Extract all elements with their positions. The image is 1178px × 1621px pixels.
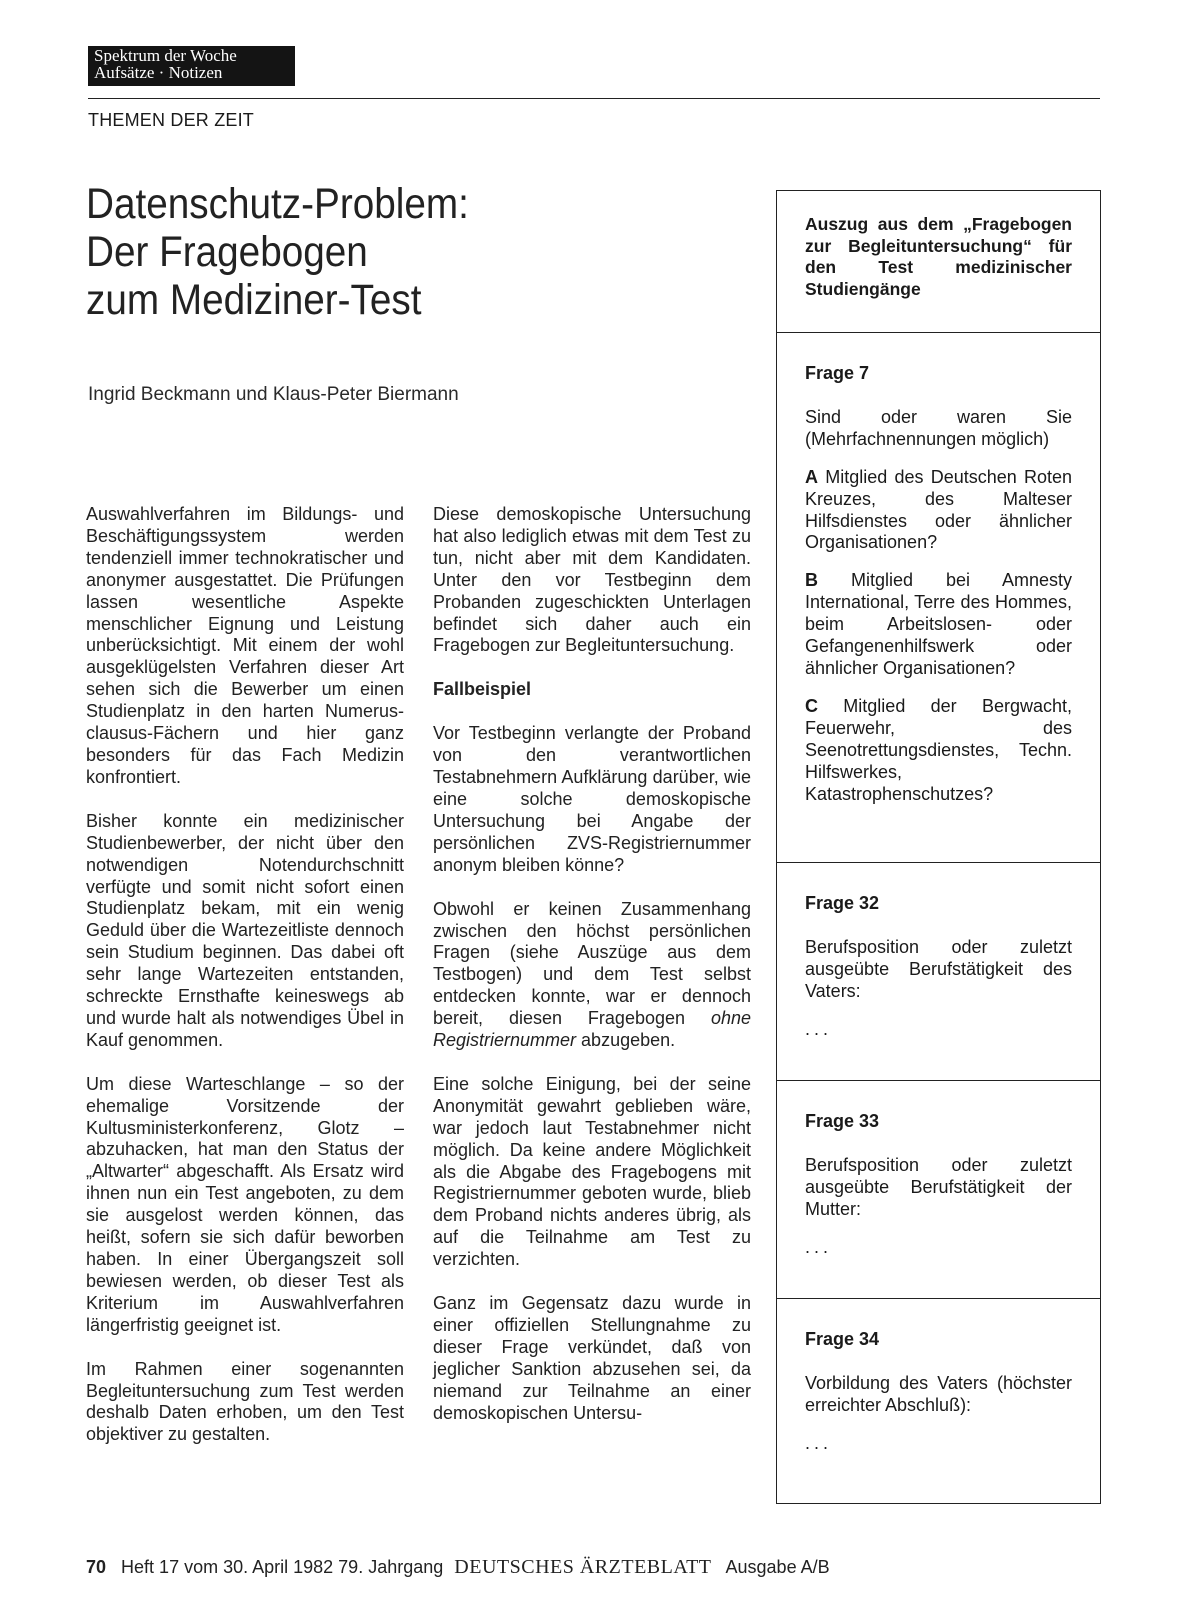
option-text: Mitglied bei Amnesty International, Terre des Hommes, beim Arbeitslosen- oder Gefangenenhilfswerk oder ähnlicher Organisationen? bbox=[805, 570, 1072, 678]
section-heading: Fallbeispiel bbox=[433, 679, 532, 700]
paragraph: Diese demoskopische Untersuchung hat also lediglich etwas mit dem Test zu tun, nicht aber mit dem Kandidaten. Unter den vor Testbeginn dem Probanden zugeschickten Unterlagen befindet sich daher auch ein Fragebogen zur Begleituntersuchung. bbox=[433, 504, 751, 656]
answer-placeholder: ... bbox=[805, 1018, 833, 1039]
questionnaire-sidebar bbox=[776, 190, 1101, 1504]
question-text: Berufsposition oder zuletzt ausgeübte Berufstätigkeit des Vaters: bbox=[805, 936, 1072, 1001]
answer-placeholder: ... bbox=[805, 1236, 833, 1257]
rubric: THEMEN DER ZEIT bbox=[88, 110, 255, 130]
option-text: Mitglied des Deutschen Roten Kreuzes, des Malteser Hilfsdienstes oder ähnlicher Organisationen? bbox=[805, 466, 1072, 553]
issue-info: Heft 17 vom 30. April 1982 79. Jahrgang bbox=[121, 1557, 444, 1577]
question-intro: Sind oder waren Sie (Mehrfachnennungen möglich) bbox=[805, 406, 1072, 449]
text-span: Obwohl er keinen Zusammenhang zwischen den höchst persönlichen Fragen (siehe Auszüge aus dem Testbogen) und dem Test selbst entdecken konnte, war er dennoch bereit, diesen Fragebogen bbox=[433, 898, 751, 1029]
question-33 bbox=[777, 1081, 1100, 1299]
question-34 bbox=[777, 1299, 1100, 1455]
question-text: Vorbildung des Vaters (höchster erreichter Abschluß): bbox=[805, 1372, 1072, 1415]
paragraph: Eine solche Einigung, bei der seine Anonymität gewahrt geblieben wäre, war jedoch laut Testabnehmer nicht möglich. Da keine andere Möglichkeit als die Abgabe des Fragebogens mit Registriernummer geboten wurde, blieb dem Proband nichts anderes übrig, als auf die Teilnahme am Test zu verzichten. bbox=[433, 1073, 751, 1270]
text-span: abzugeben. bbox=[576, 1030, 676, 1051]
paragraph: Ganz im Gegensatz dazu wurde in einer offiziellen Stellungnahme zu dieser Frage verkündet, daß von jeglicher Sanktion abzusehen sei, da niemand zur Teilnahme an einer demoskopischen Untersu- bbox=[433, 1293, 751, 1423]
paragraph: Auswahlverfahren im Bildungs- und Beschäftigungssystem werden tendenziell immer technokratischer und anonymer ausgestattet. Die Prüfungen lassen wesentliche Aspekte menschlicher Eignung und Leistung unberücksichtigt. Mit einem der wohl ausgeklügelsten Verfahren dieser Art sehen sich die Bewerber um einen Studienplatz in den harten Numerus-clausus-Fächern und hier ganz besonders für das Fach Medizin konfrontiert. bbox=[86, 504, 404, 787]
question-title: Frage 7 bbox=[805, 363, 870, 383]
text-column-2 bbox=[433, 504, 751, 1447]
paragraph: Vor Testbeginn verlangte der Proband von den verantwortlichen Testabnehmern Aufklärung darüber, wie eine solche demoskopische Untersuchung bei Angabe der persönlichen ZVS-Registriernummer anonym bleiben könne? bbox=[433, 723, 751, 875]
section-label-line2: Aufsätze · Notizen bbox=[94, 63, 223, 82]
paragraph: Im Rahmen einer sogenannten Begleituntersuchung zum Test werden deshalb Daten erhoben, um den Test objektiver zu gestalten. bbox=[86, 1358, 404, 1445]
question-title: Frage 34 bbox=[805, 1329, 880, 1349]
option-label: A bbox=[805, 466, 818, 487]
option-b bbox=[805, 570, 1072, 680]
title-line-3: zum Mediziner-Test bbox=[86, 276, 422, 324]
page-footer bbox=[86, 1556, 830, 1579]
question-title: Frage 32 bbox=[805, 893, 880, 913]
question-text: Berufsposition oder zuletzt ausgeübte Berufstätigkeit der Mutter: bbox=[805, 1154, 1072, 1219]
title-line-2: Der Fragebogen bbox=[86, 228, 368, 276]
option-a bbox=[805, 467, 1072, 555]
question-7 bbox=[777, 333, 1100, 863]
section-label-line1: Spektrum der Woche bbox=[94, 46, 237, 65]
sidebar-header: Auszug aus dem „Fragebogen zur Begleituntersuchung“ für den Test medizinischer Studiengänge bbox=[777, 191, 1100, 333]
text-column-1 bbox=[86, 504, 404, 1468]
paragraph: Bisher konnte ein medizinischer Studienbewerber, der nicht über den notwendigen Notendurchschnitt verfügte und somit nicht sofort einen Studienplatz bekam, mit ein wenig Geduld über die Wartezeitliste dennoch sein Studium beginnen. Das dabei oft sehr lange Wartezeiten entstanden, schreckte Ernsthafte keineswegs ab und wurde halt als notwendiges Übel in Kauf genommen. bbox=[86, 810, 404, 1050]
journal-name: DEUTSCHES ÄRZTEBLATT bbox=[454, 1556, 712, 1578]
edition: Ausgabe A/B bbox=[725, 1557, 830, 1577]
page-number: 70 bbox=[86, 1557, 107, 1577]
header-rule bbox=[88, 98, 1100, 99]
article-title bbox=[86, 180, 662, 324]
authors: Ingrid Beckmann und Klaus-Peter Biermann bbox=[88, 384, 459, 405]
paragraph bbox=[433, 899, 751, 1052]
option-label: C bbox=[805, 695, 818, 716]
option-text: Mitglied der Bergwacht, Feuerwehr, des Seenotrettungsdienstes, Techn. Hilfswerkes, Katastrophenschutzes? bbox=[805, 695, 1072, 804]
question-title: Frage 33 bbox=[805, 1111, 880, 1131]
paragraph: Um diese Warteschlange – so der ehemalige Vorsitzende der Kultusministerkonferenz, Glotz – abzuhacken, hat man den Status der „Altwarter“ abgeschafft. Als Ersatz wird ihnen nun ein Test angeboten, zu dem sie ausgelost werden können, das heißt, sofern sie sich dafür beworben haben. In einer Übergangszeit soll bewiesen werden, ob dieser Test als Kriterium im Auswahlverfahren längerfristig geeignet ist. bbox=[86, 1073, 404, 1335]
section-label bbox=[88, 46, 295, 86]
option-label: B bbox=[805, 570, 818, 591]
answer-placeholder: ... bbox=[805, 1432, 833, 1453]
title-line-1: Datenschutz-Problem: bbox=[86, 180, 469, 228]
option-c bbox=[805, 696, 1072, 806]
emphasis: ohne Registriernummer bbox=[433, 1008, 751, 1051]
question-32 bbox=[777, 863, 1100, 1081]
